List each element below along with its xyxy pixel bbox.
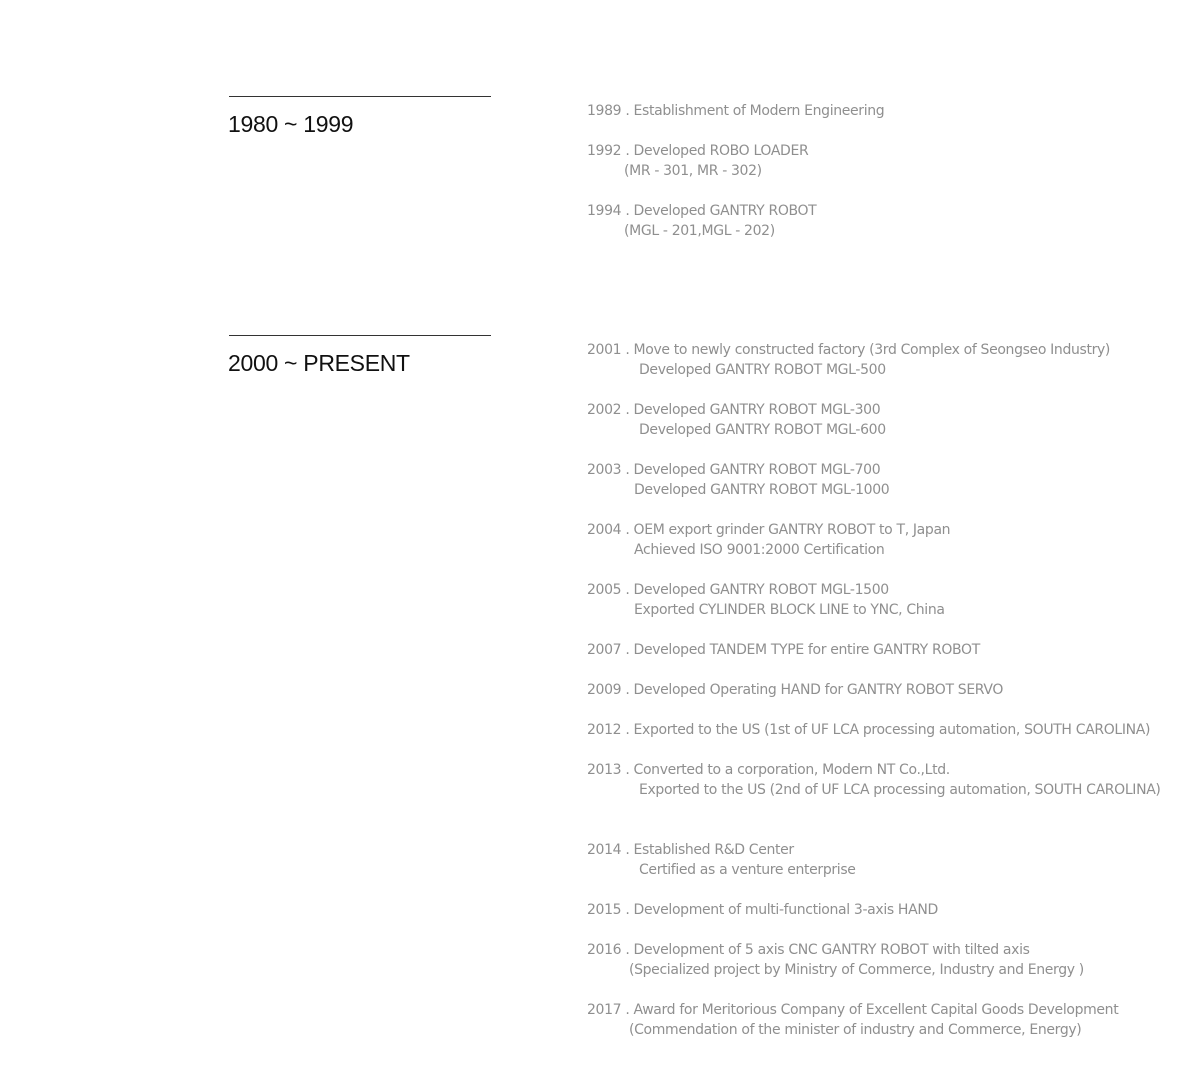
history-entry-2007	[587, 640, 1161, 660]
entry-line: 2003 . Developed GANTRY ROBOT MGL-700	[587, 462, 881, 478]
entry-line-continuation: Developed GANTRY ROBOT MGL-600	[639, 422, 886, 438]
period-title: 2000 ~ PRESENT	[228, 350, 410, 376]
history-list	[587, 101, 884, 261]
history-entry-2014	[587, 840, 1161, 880]
entry-line: 2004 . OEM export grinder GANTRY ROBOT to T, Japan	[587, 522, 951, 538]
entry-line-continuation: Certified as a venture enterprise	[639, 862, 856, 878]
entry-line: 2013 . Converted to a corporation, Modern NT Co.,Ltd.	[587, 762, 950, 778]
entry-line-continuation: Achieved ISO 9001:2000 Certification	[634, 542, 885, 558]
history-entry-2012	[587, 720, 1161, 740]
entry-line-continuation: Exported CYLINDER BLOCK LINE to YNC, China	[634, 602, 945, 618]
history-entry-2009	[587, 680, 1161, 700]
entry-line: 2002 . Developed GANTRY ROBOT MGL-300	[587, 402, 881, 418]
entry-line: 2014 . Established R&D Center	[587, 842, 794, 858]
history-entry-1992	[587, 141, 884, 181]
history-entry-2005	[587, 580, 1161, 620]
history-entry-2015	[587, 900, 1161, 920]
entry-line: 2012 . Exported to the US (1st of UF LCA processing automation, SOUTH CAROLINA)	[587, 722, 1151, 738]
entry-line-continuation: Developed GANTRY ROBOT MGL-1000	[634, 482, 890, 498]
entry-line: 2007 . Developed TANDEM TYPE for entire GANTRY ROBOT	[587, 642, 980, 658]
history-entry-1994	[587, 201, 884, 241]
entry-line-continuation: (MGL - 201,MGL - 202)	[624, 223, 775, 239]
history-list	[587, 340, 1161, 1060]
entry-line: 1989 . Establishment of Modern Engineering	[587, 103, 885, 119]
history-entry-2003	[587, 460, 1161, 500]
history-entry-2017	[587, 1000, 1161, 1040]
history-entry-2013	[587, 760, 1161, 800]
entry-line: 1994 . Developed GANTRY ROBOT	[587, 203, 817, 219]
entry-line: 2015 . Development of multi-functional 3-axis HAND	[587, 902, 938, 918]
period-title: 1980 ~ 1999	[228, 111, 354, 137]
section-divider	[229, 335, 491, 336]
entry-line-continuation: Exported to the US (2nd of UF LCA processing automation, SOUTH CAROLINA)	[639, 782, 1161, 798]
entry-line-continuation: (Commendation of the minister of industry and Commerce, Energy)	[629, 1022, 1082, 1038]
entry-line: 2017 . Award for Meritorious Company of Excellent Capital Goods Development	[587, 1002, 1119, 1018]
history-entry-2001	[587, 340, 1161, 380]
history-entry-2016	[587, 940, 1161, 980]
section-divider	[229, 96, 491, 97]
entry-line: 2016 . Development of 5 axis CNC GANTRY ROBOT with tilted axis	[587, 942, 1030, 958]
entry-line-continuation: Developed GANTRY ROBOT MGL-500	[639, 362, 886, 378]
entry-line-continuation: (MR - 301, MR - 302)	[624, 163, 762, 179]
history-entry-2004	[587, 520, 1161, 560]
history-entry-1989	[587, 101, 884, 121]
entry-line-continuation: (Specialized project by Ministry of Commerce, Industry and Energy )	[629, 962, 1084, 978]
entry-line: 2005 . Developed GANTRY ROBOT MGL-1500	[587, 582, 889, 598]
history-entry-2002	[587, 400, 1161, 440]
entry-line: 1992 . Developed ROBO LOADER	[587, 143, 809, 159]
entry-line: 2001 . Move to newly constructed factory (3rd Complex of Seongseo Industry)	[587, 342, 1111, 358]
entry-line: 2009 . Developed Operating HAND for GANTRY ROBOT SERVO	[587, 682, 1004, 698]
